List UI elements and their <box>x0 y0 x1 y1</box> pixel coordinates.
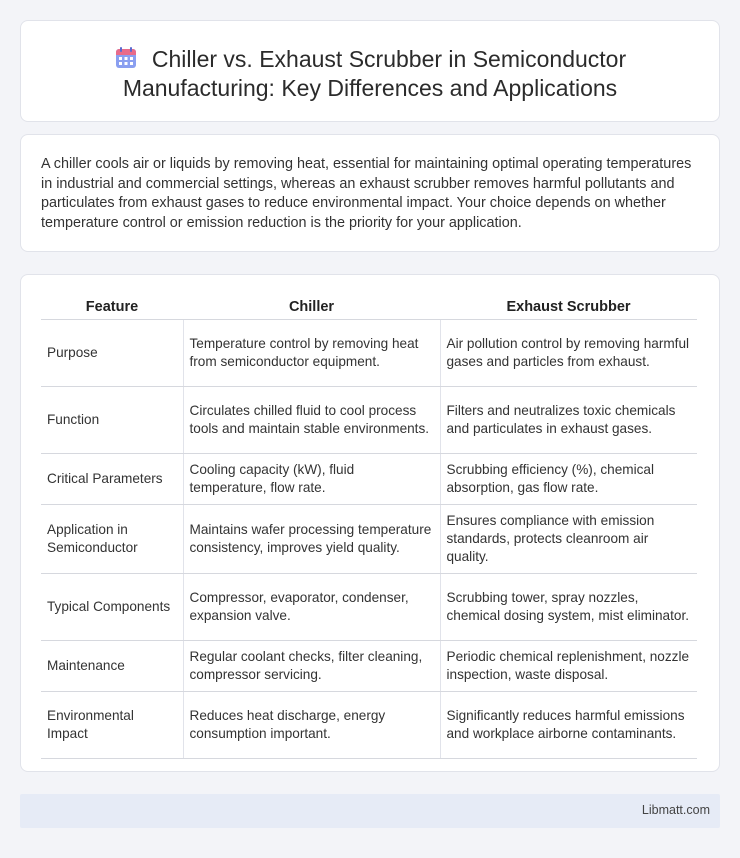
comparison-card <box>20 274 720 772</box>
chiller-cell: Circulates chilled fluid to cool process tools and maintain stable environments. <box>183 386 440 453</box>
scrubber-cell: Scrubbing tower, spray nozzles, chemical dosing system, mist eliminator. <box>440 573 697 640</box>
intro-card <box>20 134 720 252</box>
title-card <box>20 20 720 122</box>
chiller-cell: Temperature control by removing heat from semiconductor equipment. <box>183 319 440 386</box>
feature-cell: Application in Semiconductor <box>41 504 183 573</box>
scrubber-cell: Ensures compliance with emission standards, protects cleanroom air quality. <box>440 504 697 573</box>
table-row <box>41 573 697 640</box>
feature-cell: Critical Parameters <box>41 453 183 504</box>
feature-cell: Typical Components <box>41 573 183 640</box>
header-chiller: Chiller <box>183 295 440 319</box>
table-row <box>41 640 697 691</box>
chiller-cell: Cooling capacity (kW), fluid temperature, flow rate. <box>183 453 440 504</box>
scrubber-cell: Significantly reduces harmful emissions and workplace airborne contaminants. <box>440 691 697 758</box>
table-row <box>41 691 697 758</box>
calendar-icon <box>114 46 138 70</box>
table-header-row <box>41 295 697 319</box>
scrubber-cell: Periodic chemical replenishment, nozzle inspection, waste disposal. <box>440 640 697 691</box>
feature-cell: Function <box>41 386 183 453</box>
chiller-cell: Regular coolant checks, filter cleaning, compressor servicing. <box>183 640 440 691</box>
page-title <box>21 45 719 103</box>
chiller-cell: Compressor, evaporator, condenser, expansion valve. <box>183 573 440 640</box>
feature-cell: Maintenance <box>41 640 183 691</box>
scrubber-cell: Scrubbing efficiency (%), chemical absorption, gas flow rate. <box>440 453 697 504</box>
chiller-cell: Reduces heat discharge, energy consumption important. <box>183 691 440 758</box>
table-row <box>41 319 697 386</box>
scrubber-cell: Air pollution control by removing harmful gases and particles from exhaust. <box>440 319 697 386</box>
footer-bar <box>20 794 720 828</box>
comparison-table <box>41 295 697 759</box>
table-row <box>41 504 697 573</box>
title-line-2: Manufacturing: Key Differences and Applications <box>122 75 618 101</box>
table-row <box>41 453 697 504</box>
intro-paragraph: A chiller cools air or liquids by removing heat, essential for maintaining optimal operating temperatures in industrial and commercial settings, whereas an exhaust scrubber removes harmful pollutants and particulates from exhaust gases to reduce environmental impact. Your choice depends on whether temperature control or emission reduction is the priority for your application. <box>41 156 692 231</box>
table-row <box>41 386 697 453</box>
feature-cell: Purpose <box>41 319 183 386</box>
footer-brand: Libmatt.com <box>641 803 710 817</box>
header-feature: Feature <box>41 295 183 319</box>
feature-cell: Environmental Impact <box>41 691 183 758</box>
scrubber-cell: Filters and neutralizes toxic chemicals and particulates in exhaust gases. <box>440 386 697 453</box>
chiller-cell: Maintains wafer processing temperature consistency, improves yield quality. <box>183 504 440 573</box>
header-exhaust-scrubber: Exhaust Scrubber <box>440 295 697 319</box>
title-line-1: Chiller vs. Exhaust Scrubber in Semiconductor <box>151 46 627 72</box>
